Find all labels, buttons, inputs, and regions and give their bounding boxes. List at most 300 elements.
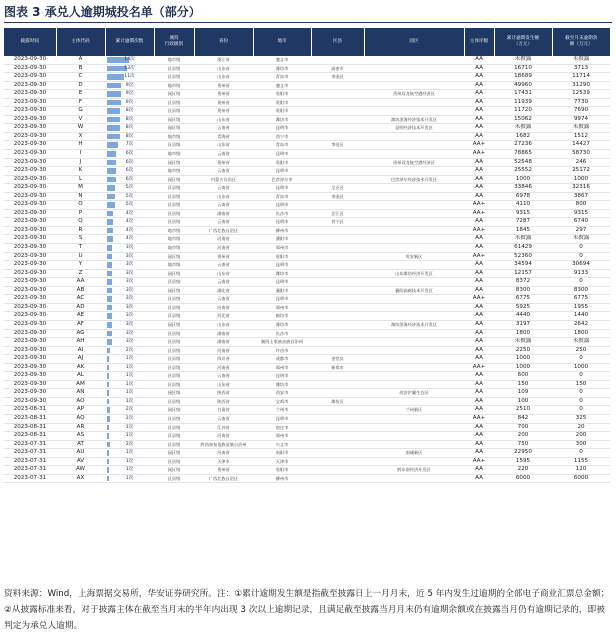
- overdue-count-cell: [105, 440, 154, 449]
- cell-city: 昆明市: [253, 295, 311, 304]
- table-row: [4, 286, 610, 295]
- cell-date: 2023-09-30: [4, 64, 56, 73]
- cell-park: [364, 474, 464, 483]
- cell-amt: 8300: [494, 286, 552, 295]
- cell-code: T: [56, 244, 105, 253]
- overdue-count-bar: [107, 211, 113, 217]
- cell-level: 区县级: [154, 201, 194, 210]
- cell-date: 2023-07-31: [4, 440, 56, 449]
- overdue-count-bar: [107, 322, 112, 328]
- overdue-count-bar: [107, 83, 121, 89]
- cell-prov: 陕西省: [194, 397, 253, 406]
- cell-level: 区县级: [154, 397, 194, 406]
- cell-county: [311, 286, 364, 295]
- cell-park: [364, 141, 464, 150]
- cell-amt: 1682: [494, 132, 552, 141]
- cell-county: [311, 466, 364, 475]
- overdue-count-cell: [105, 209, 154, 218]
- cell-county: [311, 423, 364, 432]
- cell-city: 昆明市: [253, 414, 311, 423]
- table-row: [4, 474, 610, 483]
- cell-code: Z: [56, 269, 105, 278]
- overdue-count-bar: [107, 271, 112, 277]
- overdue-count-cell: [105, 56, 154, 64]
- cell-city: 贵阳市: [253, 98, 311, 107]
- cell-date: 2023-08-31: [4, 414, 56, 423]
- overdue-count-label: 3次: [125, 330, 134, 336]
- cell-date: 2023-09-30: [4, 252, 56, 261]
- cell-code: AD: [56, 303, 105, 312]
- overdue-count-label: 1次: [125, 364, 134, 370]
- cell-county: [311, 56, 364, 64]
- table-row: [4, 226, 610, 235]
- cell-rating: AA: [464, 466, 494, 475]
- cell-rating: AA+: [464, 414, 494, 423]
- cell-bal: 3713: [552, 64, 610, 73]
- cell-park: [364, 338, 464, 347]
- cell-amt: 49960: [494, 81, 552, 90]
- cell-rating: AA: [464, 474, 494, 483]
- cell-rating: AA: [464, 81, 494, 90]
- cell-level: 园区级: [154, 389, 194, 398]
- cell-amt: 52360: [494, 252, 552, 261]
- cell-date: 2023-09-30: [4, 261, 56, 270]
- cell-city: 潍坊市: [253, 380, 311, 389]
- table-row: [4, 269, 610, 278]
- overdue-count-cell: [105, 414, 154, 423]
- overdue-count-label: 3次: [125, 262, 134, 268]
- cell-prov: 贵州省: [194, 98, 253, 107]
- overdue-count-label: 8次: [125, 116, 134, 122]
- cell-prov: 云南省: [194, 414, 253, 423]
- cell-rating: AA: [464, 389, 494, 398]
- cell-date: 2023-09-30: [4, 363, 56, 372]
- cell-city: 柳州市: [253, 226, 311, 235]
- overdue-table: [4, 28, 610, 483]
- overdue-count-cell: [105, 175, 154, 184]
- cell-rating: AA: [464, 346, 494, 355]
- cell-code: AU: [56, 449, 105, 458]
- overdue-count-cell: [105, 397, 154, 406]
- cell-amt: 4110: [494, 201, 552, 210]
- cell-city: 昆明市: [253, 124, 311, 133]
- cell-code: K: [56, 167, 105, 176]
- table-body: [4, 56, 610, 483]
- cell-city: 贵阳市: [253, 466, 311, 475]
- cell-code: U: [56, 252, 105, 261]
- cell-amt: 78865: [494, 150, 552, 159]
- cell-code: AR: [56, 423, 105, 432]
- cell-prov: 贵州省: [194, 81, 253, 90]
- overdue-count-cell: [105, 150, 154, 159]
- overdue-count-label: 5次: [125, 193, 134, 199]
- cell-date: 2023-09-30: [4, 397, 56, 406]
- cell-amt: 11720: [494, 107, 552, 116]
- overdue-count-cell: [105, 261, 154, 270]
- cell-bal: 0: [552, 397, 610, 406]
- cell-county: [311, 278, 364, 287]
- cell-amt: 18689: [494, 73, 552, 82]
- cell-date: 2023-09-30: [4, 175, 56, 184]
- cell-city: 郑州市: [253, 303, 311, 312]
- cell-level: 区县级: [154, 380, 194, 389]
- overdue-count-cell: [105, 380, 154, 389]
- cell-park: [364, 440, 464, 449]
- cell-rating: AA+: [464, 363, 494, 372]
- cell-county: [311, 107, 364, 116]
- cell-prov: 云南省: [194, 184, 253, 193]
- cell-amt: 22950: [494, 449, 552, 458]
- table-row: [4, 303, 610, 312]
- cell-amt: 6775: [494, 295, 552, 304]
- cell-prov: 云南省: [194, 167, 253, 176]
- overdue-count-bar: [107, 254, 112, 260]
- overdue-count-bar: [107, 228, 113, 234]
- cell-rating: AA: [464, 312, 494, 321]
- cell-county: [311, 226, 364, 235]
- overdue-count-cell: [105, 235, 154, 244]
- cell-amt: 1845: [494, 226, 552, 235]
- cell-city: 郑州市: [253, 363, 311, 372]
- cell-date: 2023-07-31: [4, 474, 56, 483]
- cell-county: [311, 201, 364, 210]
- cell-bal: 1000: [552, 175, 610, 184]
- cell-county: [311, 252, 364, 261]
- cell-prov: 云南省: [194, 295, 253, 304]
- cell-prov: 贵州省: [194, 158, 253, 167]
- overdue-count-bar: [107, 296, 112, 302]
- cell-date: 2023-09-30: [4, 312, 56, 321]
- overdue-count-bar: [107, 74, 124, 80]
- overdue-count-cell: [105, 474, 154, 483]
- cell-park: [364, 372, 464, 381]
- cell-county: [311, 338, 364, 347]
- cell-county: [311, 474, 364, 483]
- cell-prov: 云南省: [194, 150, 253, 159]
- table-row: [4, 432, 610, 441]
- overdue-count-cell: [105, 226, 154, 235]
- overdue-count-label: 5次: [125, 185, 134, 191]
- column-header: 地市: [253, 28, 311, 56]
- cell-county: [311, 81, 364, 90]
- cell-park: [364, 303, 464, 312]
- cell-park: [364, 81, 464, 90]
- cell-code: P: [56, 209, 105, 218]
- table-row: [4, 184, 610, 193]
- cell-prov: 云南省: [194, 124, 253, 133]
- cell-park: [364, 278, 464, 287]
- cell-prov: 云南省: [194, 218, 253, 227]
- overdue-count-bar: [107, 202, 115, 208]
- cell-bal: 32316: [552, 184, 610, 193]
- cell-date: 2023-09-30: [4, 158, 56, 167]
- cell-code: D: [56, 81, 105, 90]
- cell-level: 地市级: [154, 261, 194, 270]
- overdue-count-label: 4次: [125, 219, 134, 225]
- cell-bal: 9974: [552, 115, 610, 124]
- overdue-count-bar: [107, 390, 109, 396]
- cell-level: 区县级: [154, 209, 194, 218]
- cell-level: 区县级: [154, 218, 194, 227]
- cell-level: 区县级: [154, 457, 194, 466]
- cell-park: [364, 380, 464, 389]
- overdue-count-label: 4次: [125, 210, 134, 216]
- table-row: [4, 192, 610, 201]
- cell-rating: AA: [464, 397, 494, 406]
- cell-bal: 250: [552, 346, 610, 355]
- cell-bal: 25172: [552, 167, 610, 176]
- overdue-count-cell: [105, 64, 154, 73]
- cell-prov: 四川省: [194, 355, 253, 364]
- cell-prov: 河南省: [194, 235, 253, 244]
- overdue-count-bar: [107, 356, 109, 362]
- overdue-count-label: 2次: [125, 415, 134, 421]
- cell-date: 2023-09-30: [4, 303, 56, 312]
- overdue-count-label: 3次: [125, 245, 134, 251]
- cell-level: 地市级: [154, 150, 194, 159]
- overdue-count-bar: [107, 416, 110, 422]
- cell-bal: 20: [552, 423, 610, 432]
- cell-rating: AA: [464, 440, 494, 449]
- overdue-count-cell: [105, 158, 154, 167]
- table-row: [4, 457, 610, 466]
- cell-level: 区县级: [154, 107, 194, 116]
- cell-code: AA: [56, 278, 105, 287]
- overdue-count-label: 3次: [125, 313, 134, 319]
- cell-city: 濮阳市: [253, 235, 311, 244]
- cell-city: 兰州市: [253, 406, 311, 415]
- cell-code: AW: [56, 466, 105, 475]
- cell-rating: AA: [464, 218, 494, 227]
- cell-bal: 58730: [552, 150, 610, 159]
- cell-code: R: [56, 226, 105, 235]
- cell-code: X: [56, 132, 105, 141]
- cell-date: 2023-09-30: [4, 329, 56, 338]
- cell-bal: 1800: [552, 329, 610, 338]
- overdue-count-cell: [105, 312, 154, 321]
- table-row: [4, 175, 610, 184]
- cell-prov: 江苏省: [194, 423, 253, 432]
- cell-level: 园区级: [154, 252, 194, 261]
- overdue-count-label: 7次: [125, 142, 134, 148]
- cell-rating: AA: [464, 355, 494, 364]
- cell-park: [364, 226, 464, 235]
- table-row: [4, 449, 610, 458]
- column-header: 累计逾期发生额 （万元）: [494, 28, 552, 56]
- cell-county: [311, 346, 364, 355]
- table-row: [4, 56, 610, 64]
- cell-amt: 未披露: [494, 235, 552, 244]
- overdue-count-bar: [107, 245, 112, 251]
- cell-city: 贵阳市: [253, 90, 311, 99]
- cell-prov: 山东省: [194, 64, 253, 73]
- cell-bal: 8300: [552, 286, 610, 295]
- overdue-count-bar: [107, 407, 110, 413]
- cell-bal: 200: [552, 432, 610, 441]
- table-row: [4, 397, 610, 406]
- cell-bal: 3867: [552, 192, 610, 201]
- cell-park: [364, 397, 464, 406]
- cell-level: 区县级: [154, 73, 194, 82]
- cell-rating: AA: [464, 235, 494, 244]
- overdue-count-bar: [107, 117, 120, 123]
- cell-bal: 未披露: [552, 56, 610, 64]
- overdue-count-cell: [105, 141, 154, 150]
- table-row: [4, 64, 610, 73]
- cell-level: 地市级: [154, 235, 194, 244]
- cell-date: 2023-08-31: [4, 406, 56, 415]
- cell-level: 区县级: [154, 141, 194, 150]
- overdue-count-label: 3次: [125, 270, 134, 276]
- cell-level: 园区级: [154, 90, 194, 99]
- overdue-count-bar: [107, 100, 121, 106]
- overdue-count-cell: [105, 389, 154, 398]
- cell-rating: AA: [464, 380, 494, 389]
- table-row: [4, 423, 610, 432]
- cell-county: [311, 406, 364, 415]
- overdue-count-cell: [105, 73, 154, 82]
- cell-date: 2023-09-30: [4, 389, 56, 398]
- overdue-count-cell: [105, 81, 154, 90]
- overdue-count-cell: [105, 269, 154, 278]
- cell-prov: 内蒙古自治区: [194, 175, 253, 184]
- cell-date: 2023-09-30: [4, 338, 56, 347]
- cell-city: 贵阳市: [253, 158, 311, 167]
- overdue-count-bar: [107, 142, 118, 148]
- cell-park: 黔东南经济开发区: [364, 466, 464, 475]
- overdue-count-label: 2次: [125, 407, 134, 413]
- cell-prov: 广西壮族自治区: [194, 474, 253, 483]
- overdue-count-label: 3次: [125, 339, 134, 345]
- cell-amt: 220: [494, 466, 552, 475]
- cell-rating: AA: [464, 132, 494, 141]
- cell-prov: 黔西南布依族苗族自治州: [194, 440, 253, 449]
- cell-date: 2023-09-30: [4, 278, 56, 287]
- cell-bal: 31290: [552, 81, 610, 90]
- cell-county: [311, 269, 364, 278]
- cell-code: V: [56, 115, 105, 124]
- cell-city: 青岛市: [253, 73, 311, 82]
- overdue-count-bar: [107, 433, 109, 439]
- overdue-count-label: 2次: [125, 347, 134, 353]
- overdue-count-cell: [105, 132, 154, 141]
- cell-city: 兴义市: [253, 440, 311, 449]
- cell-county: [311, 98, 364, 107]
- cell-city: 昆明市: [253, 184, 311, 193]
- overdue-count-label: 3次: [125, 253, 134, 259]
- overdue-count-bar: [107, 382, 109, 388]
- table-row: [4, 389, 610, 398]
- table-row: [4, 150, 610, 159]
- cell-code: AH: [56, 338, 105, 347]
- cell-county: [311, 244, 364, 253]
- overdue-count-label: 4次: [125, 227, 134, 233]
- cell-code: AM: [56, 380, 105, 389]
- cell-amt: 7287: [494, 218, 552, 227]
- table-row: [4, 218, 610, 227]
- cell-county: [311, 261, 364, 270]
- cell-prov: 山东省: [194, 115, 253, 124]
- cell-date: 2023-09-30: [4, 218, 56, 227]
- cell-park: [364, 329, 464, 338]
- cell-county: [311, 90, 364, 99]
- cell-city: 贵阳市: [253, 107, 311, 116]
- cell-rating: AA: [464, 286, 494, 295]
- table-row: [4, 90, 610, 99]
- cell-amt: 4440: [494, 312, 552, 321]
- cell-rating: AA: [464, 56, 494, 64]
- cell-date: 2023-09-30: [4, 269, 56, 278]
- table-row: [4, 355, 610, 364]
- cell-bal: 0: [552, 278, 610, 287]
- cell-amt: 6000: [494, 474, 552, 483]
- cell-park: 潍坊滨海经济技术开发区: [364, 115, 464, 124]
- cell-bal: 未披露: [552, 235, 610, 244]
- cell-level: 区县级: [154, 414, 194, 423]
- cell-city: 昆明市: [253, 278, 311, 287]
- cell-city: 柳州市: [253, 474, 311, 483]
- overdue-count-label: 1次: [125, 390, 134, 396]
- overdue-count-cell: [105, 201, 154, 210]
- cell-county: 李沧区: [311, 73, 364, 82]
- cell-prov: 河南省: [194, 244, 253, 253]
- cell-rating: AA+: [464, 209, 494, 218]
- column-header: 截至月末逾期余 额（万元）: [552, 28, 610, 56]
- cell-bal: 800: [552, 201, 610, 210]
- cell-rating: AA: [464, 269, 494, 278]
- cell-bal: 297: [552, 226, 610, 235]
- table-header-row: [4, 28, 610, 56]
- cell-prov: 河南省: [194, 346, 253, 355]
- overdue-count-cell: [105, 457, 154, 466]
- cell-bal: 1000: [552, 363, 610, 372]
- cell-city: 宿迁市: [253, 423, 311, 432]
- overdue-count-label: 14次: [124, 57, 135, 62]
- table-row: [4, 235, 610, 244]
- cell-prov: 河南省: [194, 303, 253, 312]
- table-row: [4, 132, 610, 141]
- cell-amt: 27236: [494, 141, 552, 150]
- cell-bal: 6740: [552, 218, 610, 227]
- cell-county: [311, 320, 364, 329]
- cell-rating: AA+: [464, 252, 494, 261]
- cell-code: AF: [56, 320, 105, 329]
- cell-county: [311, 457, 364, 466]
- cell-prov: 湖南省: [194, 329, 253, 338]
- cell-date: 2023-09-30: [4, 346, 56, 355]
- cell-amt: 150: [494, 380, 552, 389]
- column-header: 园区: [364, 28, 464, 56]
- cell-city: 昆明市: [253, 372, 311, 381]
- cell-prov: 甘肃省: [194, 406, 253, 415]
- cell-level: 地市级: [154, 167, 194, 176]
- overdue-count-bar: [107, 339, 112, 345]
- cell-county: [311, 124, 364, 133]
- cell-amt: 2250: [494, 346, 552, 355]
- page-title: 图表 3 承兑人逾期城投名单（部分）: [4, 5, 201, 19]
- cell-date: 2023-09-30: [4, 320, 56, 329]
- table-row: [4, 363, 610, 372]
- cell-park: [364, 244, 464, 253]
- cell-level: 区县级: [154, 329, 194, 338]
- cell-city: 潍坊市: [253, 64, 311, 73]
- overdue-count-label: 6次: [125, 176, 134, 182]
- cell-park: 贵安新区: [364, 252, 464, 261]
- cell-code: W: [56, 124, 105, 133]
- cell-rating: AA: [464, 423, 494, 432]
- cell-prov: 山东省: [194, 269, 253, 278]
- cell-amt: 1000: [494, 175, 552, 184]
